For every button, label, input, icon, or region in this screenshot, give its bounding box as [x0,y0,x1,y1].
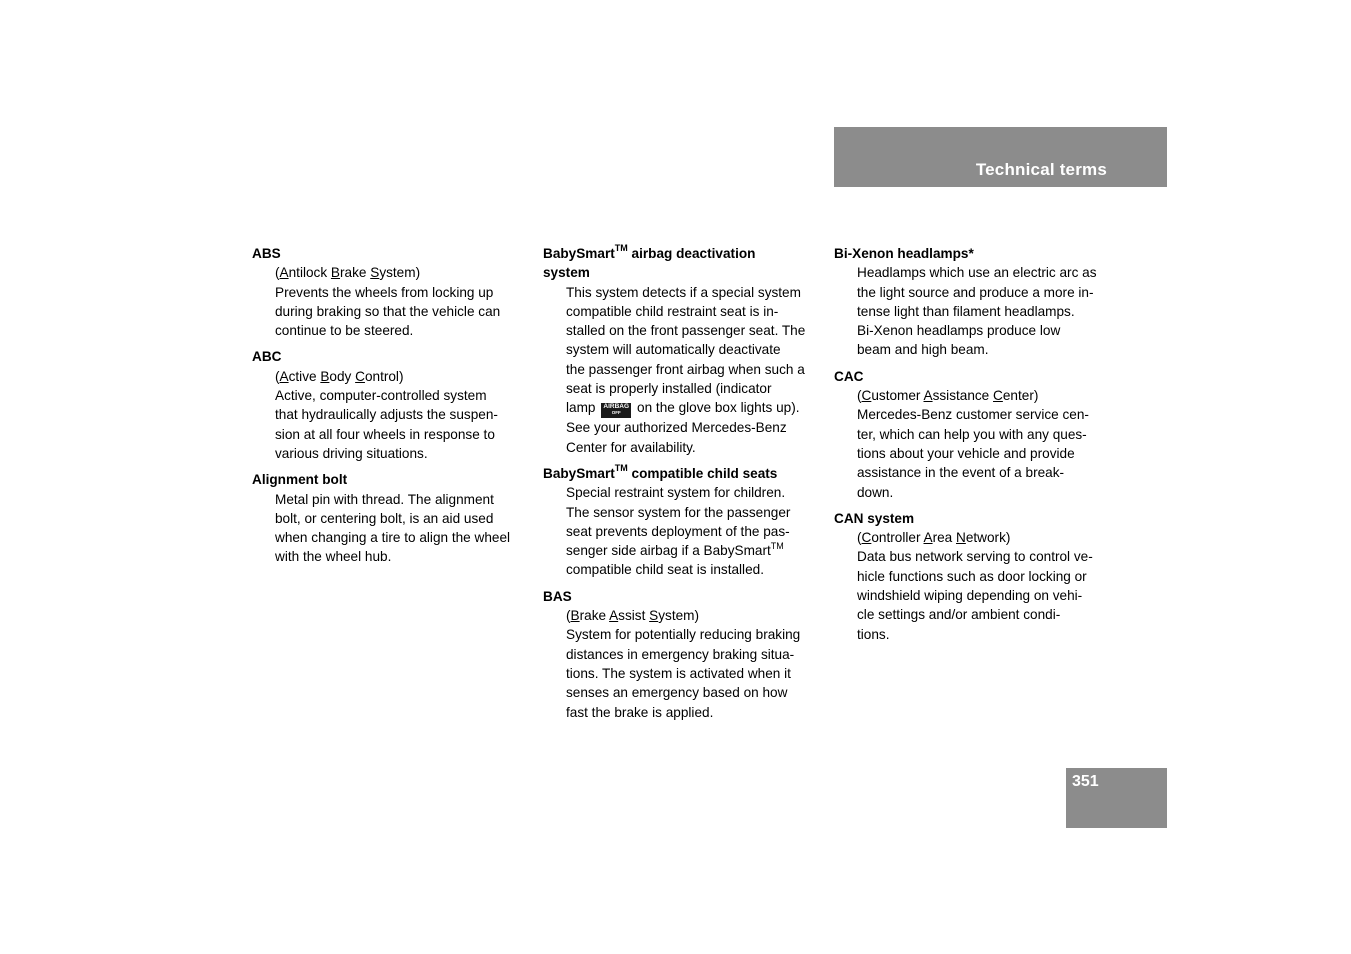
header-bar [834,127,1167,187]
definition-line: senses an emergency based on how [566,685,788,701]
term-heading: CAN system [834,510,915,526]
definition-line: tions. [857,626,890,642]
definition-line: seat is properly installed (indicator [566,381,772,397]
term-heading-continued: system [543,265,590,281]
term-definition [543,606,818,722]
abbreviation-expansion: (Antilock Brake System) [275,265,421,281]
airbag-off-indicator-icon: AIRBAG OFF [601,403,631,418]
column-2 [543,244,818,729]
definition-line: various driving situations. [275,445,428,461]
entry-can-system [834,509,1109,644]
definition-line: distances in emergency braking situa- [566,646,795,662]
definition-line: The sensor system for the passenger [566,504,791,520]
term-heading: BabySmart™ airbag deactivation [543,243,756,261]
definition-line: compatible child seat is installed. [566,562,764,578]
definition-line: with the wheel hub. [275,549,392,565]
definition-line: lamp AIRBAG OFF on the glove box lights up). [566,398,818,418]
term-definition [252,367,527,463]
definition-line: Prevents the wheels from locking up [275,284,494,300]
term-definition [834,263,1109,359]
definition-line: See your authorized Mercedes-Benz [566,420,787,436]
definition-line: Bi-Xenon headlamps produce low [857,323,1061,339]
definition-line: Center for availability. [566,439,696,455]
definition-line: assistance in the event of a break- [857,465,1065,481]
definition-line: This system detects if a special system [566,284,801,300]
term-heading: Bi-Xenon headlamps* [834,246,974,261]
term-heading: ABS [252,246,281,261]
definition-line: hicle functions such as door locking or [857,568,1087,584]
page-title: Technical terms [975,160,1107,179]
definition-line: tions. The system is activated when it [566,665,791,681]
column-3 [834,244,1109,651]
definition-line: ter, which can help you with any ques- [857,426,1087,442]
definition-line: during braking so that the vehicle can [275,303,501,319]
definition-line: Headlamps which use an electric arc as [857,265,1097,281]
term-definition [252,263,527,340]
page-number: 351 [1072,773,1099,790]
definition-line: Active, computer-controlled system [275,388,487,404]
definition-line: beam and high beam. [857,342,989,358]
term-definition [543,483,818,579]
entry-abc [252,347,527,463]
definition-line: bolt, or centering bolt, is an aid used [275,510,494,526]
term-heading: BabySmart™ compatible child seats [543,462,778,481]
definition-line: stalled on the front passenger seat. The [566,323,806,339]
term-definition [252,490,527,567]
definition-line: tense light than filament headlamps. [857,303,1075,319]
term-definition [543,283,818,457]
definition-line: system will automatically deactivate [566,342,781,358]
entry-bi-xenon-headlamps [834,244,1109,360]
definition-line: fast the brake is applied. [566,704,714,720]
definition-line: the passenger front airbag when such a [566,361,805,377]
entry-babysmart-airbag-deactivation [543,244,818,457]
term-heading: ABC [252,349,282,365]
abbreviation-expansion: (Active Body Control) [275,368,404,384]
term-heading: CAC [834,368,864,384]
definition-line: that hydraulically adjusts the suspen- [275,407,498,423]
definition-line: windshield wiping depending on vehi- [857,588,1083,604]
definition-line: down. [857,484,894,500]
definition-line: the light source and produce a more in- [857,284,1094,300]
definition-line: cle settings and/or ambient condi- [857,607,1061,623]
definition-line: Special restraint system for children. [566,485,786,501]
entry-babysmart-compatible-seats [543,464,818,580]
column-1 [252,244,527,574]
abbreviation-expansion: (Brake Assist System) [566,608,699,624]
definition-line: compatible child restraint seat is in- [566,303,779,319]
term-definition [834,386,1109,502]
definition-line: System for potentially reducing braking [566,627,801,643]
definition-line: when changing a tire to align the wheel [275,530,511,546]
definition-line: tions about your vehicle and provide [857,445,1075,461]
term-heading: Alignment bolt [252,472,348,488]
page-number-box [1066,768,1167,828]
term-definition [834,528,1109,644]
definition-line: Mercedes-Benz customer service cen- [857,407,1089,423]
definition-line: senger side airbag if a BabySmart™ [566,541,784,559]
abbreviation-expansion: (Controller Area Network) [857,530,1011,546]
definition-line: Data bus network serving to control ve- [857,549,1093,565]
entry-bas [543,587,818,722]
entry-abs [252,244,527,340]
definition-line: Metal pin with thread. The alignment [275,491,494,507]
entry-alignment-bolt [252,470,527,566]
definition-line: continue to be steered. [275,323,414,339]
abbreviation-expansion: (Customer Assistance Center) [857,388,1039,404]
definition-line: seat prevents deployment of the pas- [566,523,790,539]
entry-cac [834,367,1109,502]
term-heading: BAS [543,588,572,604]
definition-line: sion at all four wheels in response to [275,426,495,442]
